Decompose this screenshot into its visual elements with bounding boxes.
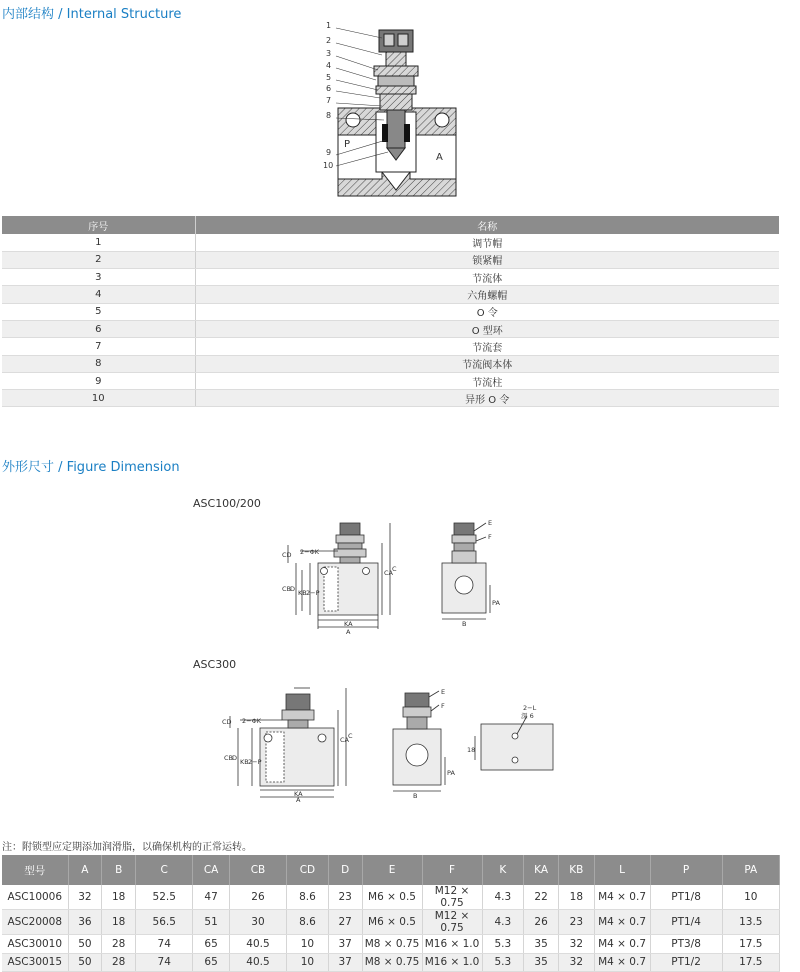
dim-d-300: D xyxy=(232,754,238,762)
table-cell: 18 xyxy=(102,910,136,935)
table-cell: 32 xyxy=(68,885,102,910)
callout-8: 8 xyxy=(326,111,332,120)
table-cell: 32 xyxy=(559,953,594,972)
dim-ka-300: KA xyxy=(294,790,303,798)
lubrication-note: 注：附锁型应定期添加润滑脂，以确保机构的正常运转。 xyxy=(2,842,252,853)
dim-kb-300: KB xyxy=(240,758,249,766)
table-cell: 13.5 xyxy=(722,910,779,935)
section-title-cn: 内部结构 xyxy=(2,7,55,22)
dim-a-300: A xyxy=(296,796,301,804)
table-row xyxy=(2,910,780,935)
asc100-side-drawing xyxy=(430,515,510,627)
header-cb: CB xyxy=(229,855,286,885)
dim-phik: 2−ΦK xyxy=(300,548,319,556)
internal-structure-diagram xyxy=(320,20,460,200)
table-cell: 51 xyxy=(193,910,229,935)
part-name: 节流柱 xyxy=(195,372,779,389)
dim-e-300: E xyxy=(441,688,446,696)
table-cell: 22 xyxy=(524,885,559,910)
dim-f: F xyxy=(488,533,492,541)
header-model: 型号 xyxy=(2,855,68,885)
table-row xyxy=(2,885,780,910)
callout-10: 10 xyxy=(323,161,334,170)
dim-depth: 深 6 xyxy=(521,712,534,720)
table-row xyxy=(2,303,779,320)
table-cell: 8.6 xyxy=(287,910,329,935)
part-name: 异形 O 令 xyxy=(195,390,779,407)
table-cell: 26 xyxy=(524,910,559,935)
table-cell: 74 xyxy=(136,935,193,954)
table-cell: M8 × 0.75 xyxy=(362,953,422,972)
table-cell: ASC30010 xyxy=(2,935,68,954)
figure-dimension-title xyxy=(2,456,180,475)
asc300-top-drawing xyxy=(465,700,565,772)
table-cell: M16 × 1.0 xyxy=(422,953,482,972)
table-cell: 17.5 xyxy=(722,935,779,954)
dim-e: E xyxy=(488,519,493,527)
table-cell: M6 × 0.5 xyxy=(362,885,422,910)
dim-cb-300: CB xyxy=(224,754,233,762)
table-cell: PT1/4 xyxy=(650,910,722,935)
part-no: 7 xyxy=(2,338,195,355)
part-name: 六角螺帽 xyxy=(195,286,779,303)
table-row xyxy=(2,320,779,337)
section-title-en: / Figure Dimension xyxy=(58,460,180,475)
dim-ka: KA xyxy=(344,620,353,628)
table-cell: 52.5 xyxy=(136,885,193,910)
table-cell: 65 xyxy=(193,953,229,972)
dim-phik-300: 2−ΦK xyxy=(242,717,261,725)
header-b: B xyxy=(102,855,136,885)
table-cell: 4.3 xyxy=(482,910,524,935)
dimension-table-header xyxy=(2,855,780,885)
dim-ca-300: CA xyxy=(340,736,349,744)
table-cell: PT3/8 xyxy=(650,935,722,954)
table-cell: 65 xyxy=(193,935,229,954)
internal-structure-title xyxy=(2,3,181,22)
section-title-en: / Internal Structure xyxy=(58,7,182,22)
table-cell: 10 xyxy=(287,953,329,972)
part-name: 节流套 xyxy=(195,338,779,355)
header-k: K xyxy=(482,855,524,885)
part-no: 8 xyxy=(2,355,195,372)
table-cell: 50 xyxy=(68,953,102,972)
header-cd: CD xyxy=(287,855,329,885)
table-cell: M6 × 0.5 xyxy=(362,910,422,935)
dim-c-300: C xyxy=(348,732,353,740)
dim-f-300: F xyxy=(441,702,445,710)
table-cell: M4 × 0.7 xyxy=(594,953,650,972)
table-cell: PT1/8 xyxy=(650,885,722,910)
table-cell: M12 × 0.75 xyxy=(422,910,482,935)
parts-header-name: 名称 xyxy=(195,216,779,234)
table-cell: 32 xyxy=(559,935,594,954)
callout-5: 5 xyxy=(326,73,332,82)
dim-2p: 2−P xyxy=(306,589,320,597)
part-no: 2 xyxy=(2,251,195,268)
table-cell: 35 xyxy=(524,953,559,972)
table-cell: 18 xyxy=(559,885,594,910)
table-cell: 74 xyxy=(136,953,193,972)
table-cell: 8.6 xyxy=(287,885,329,910)
table-row xyxy=(2,372,779,389)
part-name: 节流体 xyxy=(195,269,779,286)
table-cell: 27 xyxy=(328,910,362,935)
table-cell: M8 × 0.75 xyxy=(362,935,422,954)
table-cell: 40.5 xyxy=(229,935,286,954)
table-cell: M12 × 0.75 xyxy=(422,885,482,910)
table-row xyxy=(2,935,780,954)
header-c: C xyxy=(136,855,193,885)
part-name: O 令 xyxy=(195,303,779,320)
dimension-table xyxy=(2,855,780,972)
parts-table-header xyxy=(2,216,779,234)
table-cell: 10 xyxy=(722,885,779,910)
dim-pa: PA xyxy=(492,599,500,607)
table-cell: 28 xyxy=(102,953,136,972)
header-l: L xyxy=(594,855,650,885)
table-cell: ASC10006 xyxy=(2,885,68,910)
part-no: 10 xyxy=(2,390,195,407)
dim-kb: KB xyxy=(298,589,307,597)
table-cell: 23 xyxy=(328,885,362,910)
table-cell: 17.5 xyxy=(722,953,779,972)
dim-b-300: B xyxy=(413,792,418,800)
table-cell: ASC30015 xyxy=(2,953,68,972)
header-kb: KB xyxy=(559,855,594,885)
table-cell: 37 xyxy=(328,953,362,972)
table-row xyxy=(2,286,779,303)
table-cell: 40.5 xyxy=(229,953,286,972)
table-cell: 10 xyxy=(287,935,329,954)
table-cell: M4 × 0.7 xyxy=(594,910,650,935)
dim-2p-300: 2−P xyxy=(248,758,262,766)
dim-cb: CB xyxy=(282,585,291,593)
header-e: E xyxy=(362,855,422,885)
table-cell: M4 × 0.7 xyxy=(594,935,650,954)
part-name: 调节帽 xyxy=(195,234,779,251)
model-label-asc100: ASC100/200 xyxy=(193,497,261,510)
table-row xyxy=(2,269,779,286)
header-ca: CA xyxy=(193,855,229,885)
dim-cd: CD xyxy=(282,551,292,559)
asc100-front-drawing xyxy=(270,515,410,635)
part-no: 6 xyxy=(2,320,195,337)
part-no: 3 xyxy=(2,269,195,286)
parts-header-no: 序号 xyxy=(2,216,195,234)
callout-2: 2 xyxy=(326,36,332,45)
dim-d: D xyxy=(290,585,296,593)
dim-b: B xyxy=(462,620,467,628)
callout-4: 4 xyxy=(326,61,332,70)
part-no: 1 xyxy=(2,234,195,251)
header-p: P xyxy=(650,855,722,885)
table-cell: 50 xyxy=(68,935,102,954)
table-cell: 36 xyxy=(68,910,102,935)
table-cell: 35 xyxy=(524,935,559,954)
part-name: 锁紧帽 xyxy=(195,251,779,268)
table-cell: 30 xyxy=(229,910,286,935)
callout-7: 7 xyxy=(326,96,332,105)
table-row xyxy=(2,338,779,355)
table-cell: 5.3 xyxy=(482,953,524,972)
header-ka: KA xyxy=(524,855,559,885)
section-title-cn: 外形尺寸 xyxy=(2,460,55,475)
dim-cd-300: CD xyxy=(222,718,232,726)
table-cell: 56.5 xyxy=(136,910,193,935)
table-cell: 18 xyxy=(102,885,136,910)
table-cell: 37 xyxy=(328,935,362,954)
dim-c: C xyxy=(392,565,397,573)
header-a: A xyxy=(68,855,102,885)
table-cell: ASC20008 xyxy=(2,910,68,935)
table-cell: 26 xyxy=(229,885,286,910)
part-no: 5 xyxy=(2,303,195,320)
table-row xyxy=(2,390,779,407)
table-cell: PT1/2 xyxy=(650,953,722,972)
table-row xyxy=(2,953,780,972)
callout-3: 3 xyxy=(326,49,332,58)
table-cell: 4.3 xyxy=(482,885,524,910)
callout-6: 6 xyxy=(326,84,332,93)
port-a-label: A xyxy=(436,152,443,163)
table-row xyxy=(2,251,779,268)
asc300-front-drawing xyxy=(210,680,360,802)
table-cell: 5.3 xyxy=(482,935,524,954)
callout-1: 1 xyxy=(326,21,332,30)
table-row xyxy=(2,355,779,372)
callout-9: 9 xyxy=(326,148,332,157)
dim-a: A xyxy=(346,628,351,636)
part-no: 4 xyxy=(2,286,195,303)
dim-ca: CA xyxy=(384,569,393,577)
parts-table xyxy=(2,216,779,407)
dim-18: 18 xyxy=(467,746,476,754)
port-p-label: P xyxy=(344,139,351,150)
table-cell: 23 xyxy=(559,910,594,935)
table-row xyxy=(2,234,779,251)
table-cell: 47 xyxy=(193,885,229,910)
header-pa: PA xyxy=(722,855,779,885)
part-name: 节流阀本体 xyxy=(195,355,779,372)
dim-pa-300: PA xyxy=(447,769,455,777)
table-cell: 28 xyxy=(102,935,136,954)
model-label-asc300: ASC300 xyxy=(193,658,237,671)
table-cell: M4 × 0.7 xyxy=(594,885,650,910)
table-cell: M16 × 1.0 xyxy=(422,935,482,954)
header-f: F xyxy=(422,855,482,885)
header-d: D xyxy=(328,855,362,885)
asc300-side-drawing xyxy=(385,685,465,800)
part-name: O 型环 xyxy=(195,320,779,337)
dim-2l: 2−L xyxy=(523,704,537,712)
part-no: 9 xyxy=(2,372,195,389)
